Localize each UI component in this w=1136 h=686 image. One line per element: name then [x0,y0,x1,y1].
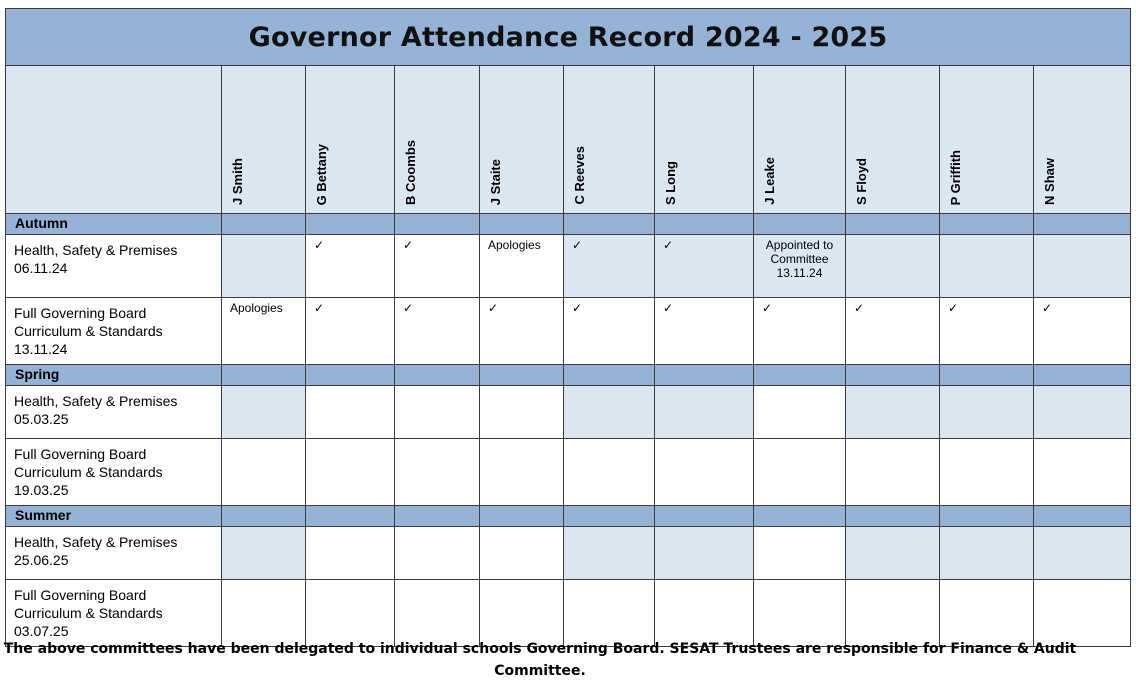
governor-name: N Shaw [1042,158,1057,205]
season-cell [480,506,564,527]
season-row [6,506,1131,527]
season-cell [940,506,1034,527]
attendance-cell: ✓ [655,235,754,298]
meeting-label [6,580,222,647]
governor-name: B Coombs [403,140,418,205]
meeting-label-line: 25.06.25 [14,552,69,568]
governor-name: J Staite [488,158,503,205]
governor-header-cell [1034,66,1131,214]
meeting-label [6,439,222,506]
footer-line-1: The above committees have been delegated to individual schools Governing Board. SESAT Trustees are responsible for Finance & Audit [3,641,1077,657]
attendance-cell [1034,580,1131,647]
season-cell [395,365,480,386]
season-cell [564,365,655,386]
governor-header-cell [480,66,564,214]
governor-header-cell [222,66,306,214]
meeting-label-line: 06.11.24 [14,260,68,276]
attendance-cell: ✓ [564,235,655,298]
season-cell [655,506,754,527]
attendance-cell: Apologies [480,235,564,298]
attendance-cell [940,439,1034,506]
attendance-cell [222,527,306,580]
attendance-cell [395,527,480,580]
meeting-label-line: Health, Safety & Premises [14,242,178,258]
season-cell [222,506,306,527]
attendance-cell [306,527,395,580]
attendance-cell [222,580,306,647]
meeting-label-line: Health, Safety & Premises [14,393,178,409]
attendance-cell: ✓ [306,235,395,298]
meeting-row [6,527,1131,580]
attendance-cell [940,527,1034,580]
governor-header-row [6,66,1131,214]
season-cell [306,506,395,527]
season-label: Summer [6,506,222,527]
season-cell [846,365,940,386]
governor-name: G Bettany [314,143,329,205]
header-corner-cell [6,66,222,214]
attendance-cell [564,580,655,647]
attendance-sheet [5,8,1130,647]
governor-name: C Reeves [572,146,587,205]
season-cell [940,365,1034,386]
governor-name: J Leake [762,157,777,205]
attendance-cell [754,527,846,580]
season-row [6,365,1131,386]
attendance-cell [306,386,395,439]
season-cell [306,365,395,386]
attendance-cell [846,527,940,580]
meeting-row [6,580,1131,647]
season-label: Autumn [6,214,222,235]
season-cell [306,214,395,235]
season-label: Spring [6,365,222,386]
season-cell [395,506,480,527]
attendance-cell [480,386,564,439]
season-cell [655,214,754,235]
attendance-cell: ✓ [564,298,655,365]
meeting-label-line: 19.03.25 [14,482,69,498]
attendance-cell [222,235,306,298]
meeting-label [6,235,222,298]
attendance-cell [395,386,480,439]
attendance-cell [395,439,480,506]
attendance-cell [655,580,754,647]
season-cell [395,214,480,235]
attendance-cell [846,580,940,647]
governor-header-cell [940,66,1034,214]
season-cell [940,214,1034,235]
attendance-cell [564,527,655,580]
attendance-cell [754,580,846,647]
attendance-cell [1034,439,1131,506]
meeting-label-line: Curriculum & Standards [14,605,163,621]
governor-name: J Smith [230,158,245,205]
season-cell [754,506,846,527]
governor-header-cell [846,66,940,214]
attendance-table [5,8,1131,647]
attendance-cell [564,439,655,506]
attendance-cell [480,439,564,506]
meeting-row [6,386,1131,439]
attendance-cell [1034,386,1131,439]
season-cell [846,214,940,235]
season-cell [564,214,655,235]
season-cell [480,365,564,386]
meeting-row [6,439,1131,506]
governor-header-cell [306,66,395,214]
season-cell [222,365,306,386]
meeting-label-line: Health, Safety & Premises [14,534,178,550]
attendance-cell [1034,235,1131,298]
attendance-cell [846,386,940,439]
attendance-cell [564,386,655,439]
season-cell [222,214,306,235]
meeting-label-line: Full Governing Board [14,305,147,321]
season-cell [1034,506,1131,527]
attendance-cell: Appointed to Committee 13.11.24 [754,235,846,298]
attendance-cell: ✓ [480,298,564,365]
season-cell [1034,214,1131,235]
attendance-cell [754,386,846,439]
attendance-cell: ✓ [655,298,754,365]
season-cell [564,506,655,527]
meeting-label [6,298,222,365]
attendance-cell [306,580,395,647]
attendance-cell: ✓ [1034,298,1131,365]
attendance-cell [222,386,306,439]
governor-name: S Floyd [854,158,869,205]
attendance-cell: ✓ [395,235,480,298]
attendance-cell [846,235,940,298]
meeting-row [6,298,1131,365]
attendance-cell: Apologies [222,298,306,365]
attendance-cell [940,386,1034,439]
governor-name: S Long [663,160,678,205]
page-title: Governor Attendance Record 2024 - 2025 [6,9,1131,66]
attendance-cell [306,439,395,506]
attendance-cell [940,235,1034,298]
attendance-cell [846,439,940,506]
meeting-label-line: Full Governing Board [14,587,147,603]
attendance-cell [480,527,564,580]
attendance-cell [1034,527,1131,580]
attendance-cell [222,439,306,506]
meeting-label-line: Curriculum & Standards [14,323,163,339]
meeting-label [6,527,222,580]
season-cell [754,365,846,386]
attendance-cell [655,527,754,580]
attendance-cell: ✓ [940,298,1034,365]
meeting-row [6,235,1131,298]
attendance-cell [480,580,564,647]
governor-header-cell [754,66,846,214]
attendance-cell: ✓ [846,298,940,365]
footer-line-2: Committee. [494,663,586,679]
governor-header-cell [395,66,480,214]
meeting-label-line: Full Governing Board [14,446,147,462]
attendance-cell [754,439,846,506]
season-row [6,214,1131,235]
meeting-label-line: 05.03.25 [14,411,69,427]
attendance-cell: ✓ [306,298,395,365]
meeting-label-line: 03.07.25 [14,623,69,639]
season-cell [846,506,940,527]
governor-name: P Griffith [948,149,963,205]
attendance-cell: ✓ [395,298,480,365]
attendance-cell [655,386,754,439]
meeting-label-line: 13.11.24 [14,341,68,357]
attendance-cell: ✓ [754,298,846,365]
governor-header-cell [655,66,754,214]
season-cell [1034,365,1131,386]
season-cell [480,214,564,235]
attendance-cell [940,580,1034,647]
governor-header-cell [564,66,655,214]
meeting-label-line: Curriculum & Standards [14,464,163,480]
attendance-cell [395,580,480,647]
footer-note [0,638,1080,682]
attendance-cell [655,439,754,506]
season-cell [655,365,754,386]
season-cell [754,214,846,235]
meeting-label [6,386,222,439]
